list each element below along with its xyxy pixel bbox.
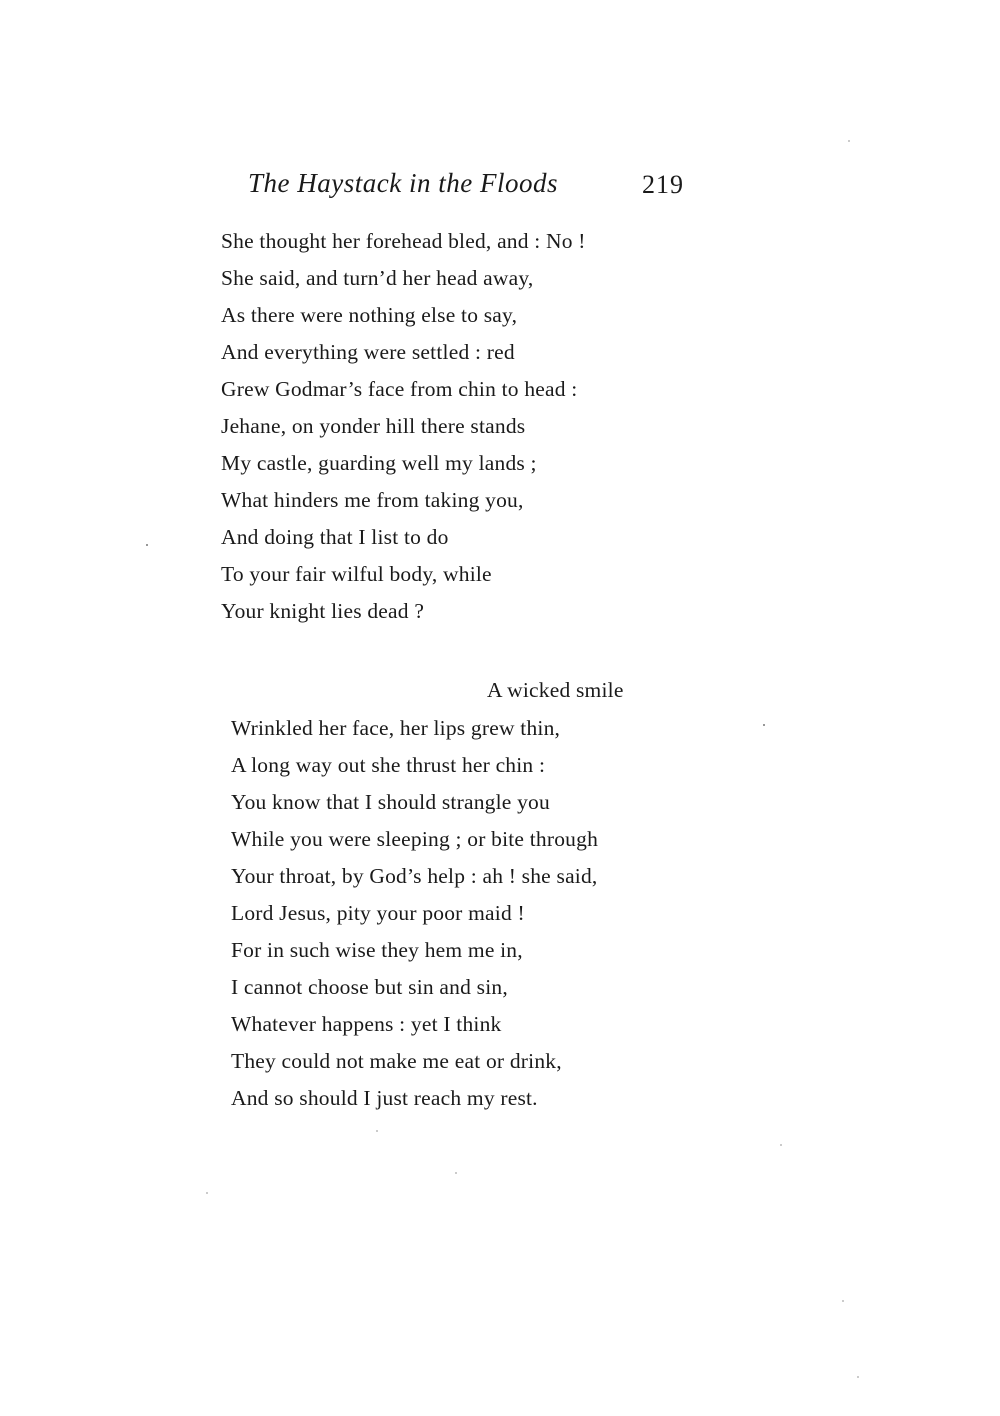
scan-speck	[146, 544, 148, 546]
verse-line: For in such wise they hem me in,	[231, 938, 523, 962]
scan-speck	[763, 724, 765, 726]
verse-line: Your throat, by God’s help : ah ! she said,	[231, 864, 598, 888]
verse-line: She said, and turn’d her head away,	[221, 266, 534, 290]
indented-half-line: A wicked smile	[487, 678, 624, 702]
verse-line: She thought her forehead bled, and : No !	[221, 229, 586, 253]
scan-speck	[376, 1130, 378, 1132]
verse-line: And so should I just reach my rest.	[231, 1086, 538, 1110]
running-title: The Haystack in the Floods	[248, 168, 558, 198]
verse-line: Whatever happens : yet I think	[231, 1012, 502, 1036]
running-head	[248, 168, 688, 208]
scan-speck	[780, 1144, 782, 1146]
verse-line: To your fair wilful body, while	[221, 562, 492, 586]
verse-line: I cannot choose but sin and sin,	[231, 975, 508, 999]
verse-line: As there were nothing else to say,	[221, 303, 518, 327]
scan-speck	[848, 140, 850, 142]
stanza-2	[231, 713, 598, 1120]
verse-line: Grew Godmar’s face from chin to head :	[221, 377, 578, 401]
verse-line: My castle, guarding well my lands ;	[221, 451, 537, 475]
verse-line: They could not make me eat or drink,	[231, 1049, 562, 1073]
verse-line: And everything were settled : red	[221, 340, 515, 364]
verse-line: You know that I should strangle you	[231, 790, 550, 814]
scan-speck	[857, 1376, 859, 1378]
scan-speck	[206, 1192, 208, 1194]
verse-line: Wrinkled her face, her lips grew thin,	[231, 716, 561, 740]
verse-line: What hinders me from taking you,	[221, 488, 524, 512]
verse-line: And doing that I list to do	[221, 525, 449, 549]
verse-line: Your knight lies dead ?	[221, 599, 425, 623]
verse-line: Jehane, on yonder hill there stands	[221, 414, 526, 438]
verse-line: Lord Jesus, pity your poor maid !	[231, 901, 525, 925]
stanza-1	[221, 226, 586, 633]
verse-line: While you were sleeping ; or bite through	[231, 827, 599, 851]
page-number: 219	[642, 170, 684, 199]
scan-speck	[842, 1300, 844, 1302]
scan-speck	[455, 1172, 457, 1174]
verse-line: A long way out she thrust her chin :	[231, 753, 546, 777]
